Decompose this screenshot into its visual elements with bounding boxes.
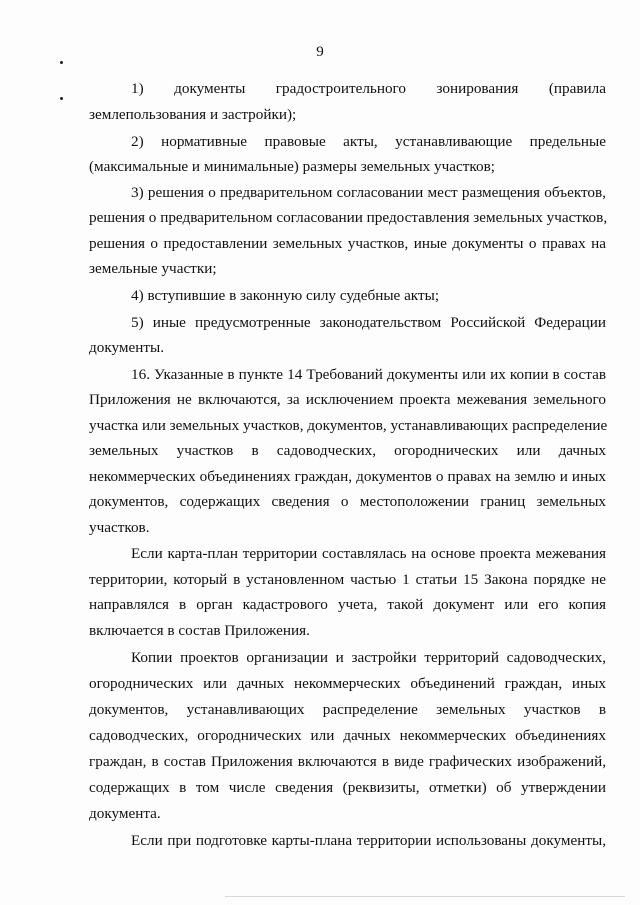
text-line: граждан, в состав Приложения включаются в виде графических изображений, — [89, 753, 606, 770]
text-line: решения о предварительном согласовании предоставления земельных участков, — [89, 209, 608, 226]
text-line: решения о предоставлении земельных участков, иные документы о правах на — [89, 235, 606, 252]
text-line: 16. Указанные в пункте 14 Требований документы или их копии в состав — [131, 366, 606, 383]
text-line: садоводческих, огороднических или дачных некоммерческих объединениях — [89, 727, 606, 744]
text-line: документов, содержащих сведения о местоположении границ земельных — [89, 493, 606, 510]
text-line: территории, который в установленном частью 1 статьи 15 Закона порядке не — [89, 571, 606, 588]
text-line: 2) нормативные правовые акты, устанавливающие предельные — [131, 133, 606, 150]
text-line: документа. — [89, 805, 161, 822]
text-line: некоммерческих объединениях граждан, документов о правах на землю и иных — [89, 468, 606, 485]
text-line: содержащих в том числе сведения (реквизиты, отметки) об утверждении — [89, 779, 606, 796]
text-line: земельных участков в садоводческих, огороднических или дачных — [89, 442, 606, 459]
text-line: участка или земельных участков, документов, устанавливающих распределение — [89, 417, 608, 434]
text-line: 5) иные предусмотренные законодательством Российской Федерации — [131, 314, 606, 331]
text-line: (максимальные и минимальные) размеры земельных участков; — [89, 158, 495, 175]
text-line: Если при подготовке карты-плана территории использованы документы, — [131, 832, 606, 849]
text-line: участков. — [89, 519, 150, 536]
text-line: землепользования и застройки); — [89, 106, 297, 123]
text-line: Копии проектов организации и застройки территорий садоводческих, — [131, 649, 606, 666]
text-line: 1) документы градостроительного зонирования (правила — [131, 80, 606, 97]
text-line: 3) решения о предварительном согласовании мест размещения объектов, — [131, 184, 606, 201]
scan-edge-line — [225, 896, 625, 897]
text-line: земельные участки; — [89, 260, 217, 277]
text-line: документы. — [89, 339, 164, 356]
page-number: 9 — [316, 44, 324, 60]
text-line: огороднических или дачных некоммерческих объединений граждан, иных — [89, 675, 606, 692]
text-line: Приложения не включаются, за исключением проекта межевания земельного — [89, 391, 606, 408]
text-line: Если карта-план территории составлялась на основе проекта межевания — [131, 545, 606, 562]
text-line: направлялся в орган кадастрового учета, такой документ или его копия — [89, 596, 606, 613]
punch-mark — [60, 61, 63, 64]
punch-mark — [60, 97, 63, 100]
text-line: включается в состав Приложения. — [89, 622, 310, 639]
text-line: 4) вступившие в законную силу судебные акты; — [131, 287, 440, 304]
text-line: документов, устанавливающих распределение земельных участков в — [89, 701, 606, 718]
